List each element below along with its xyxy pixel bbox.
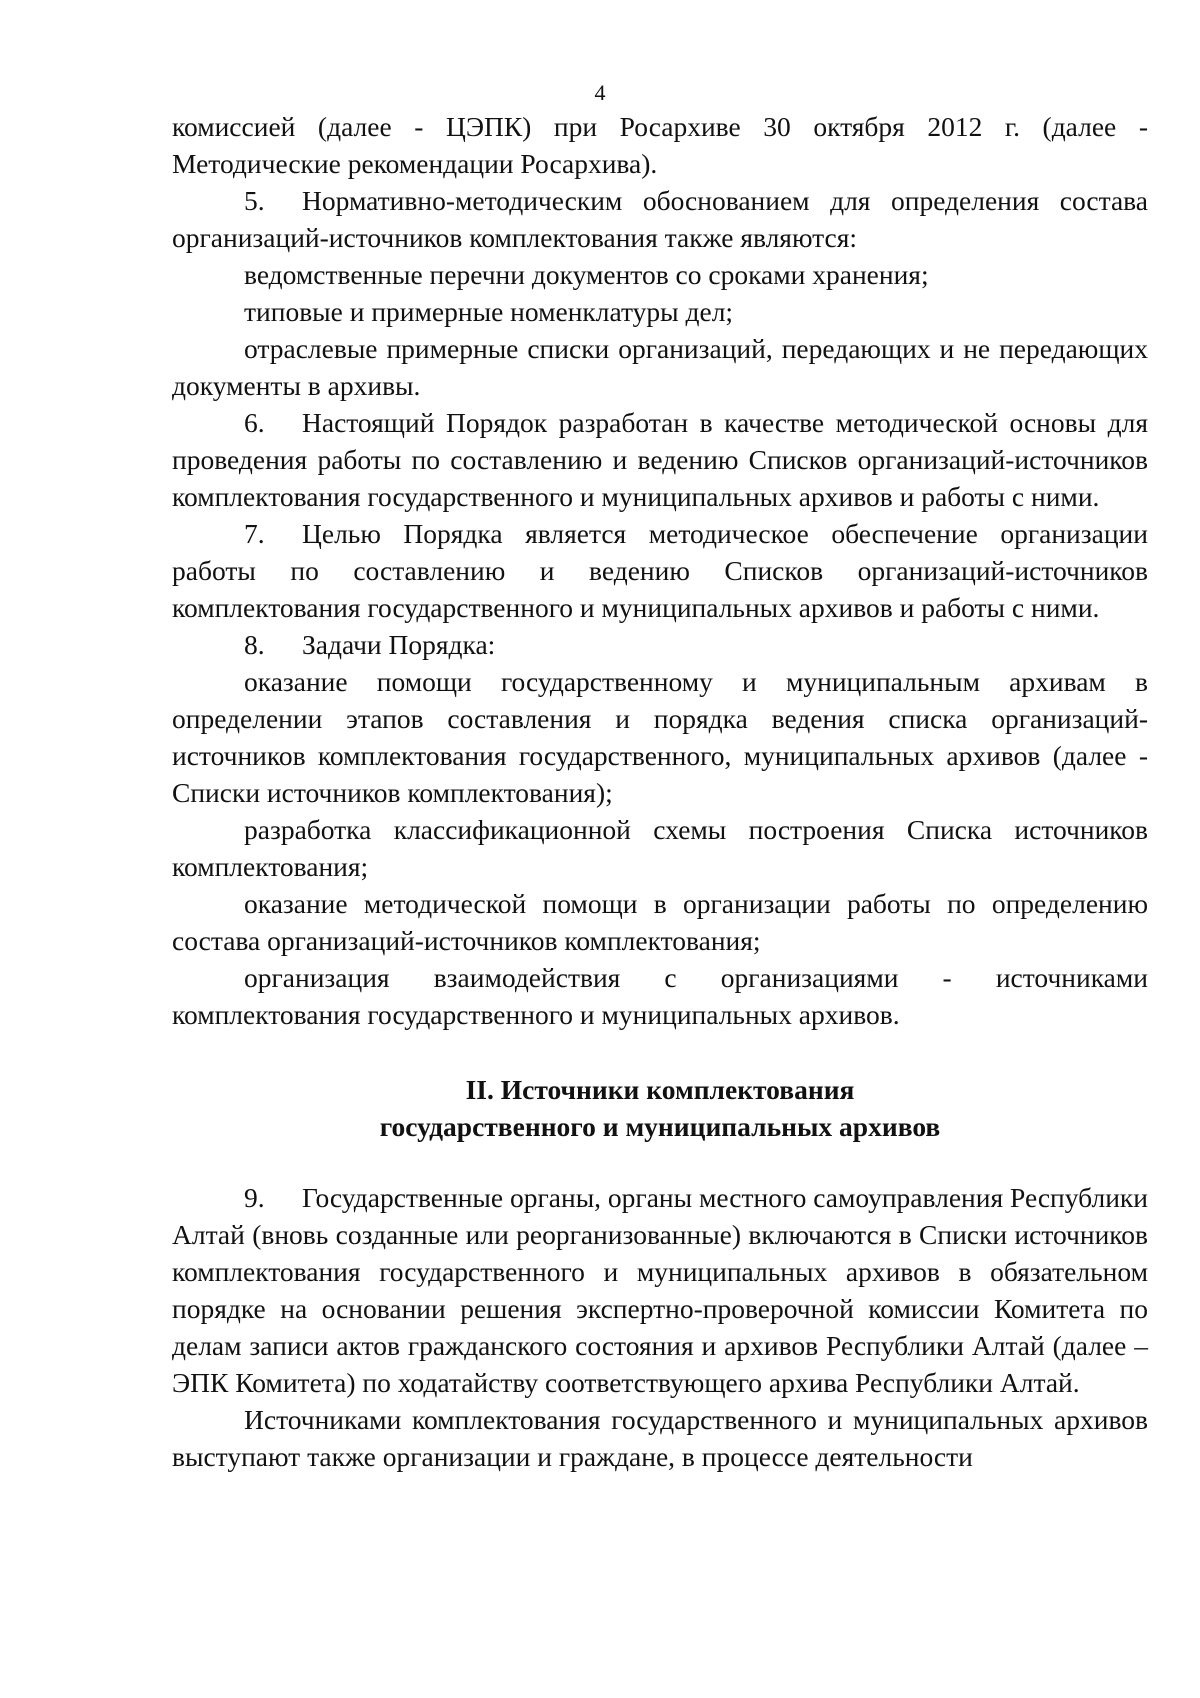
- section-heading-line-2: государственного и муниципальных архивов: [379, 1111, 941, 1142]
- paragraph: [172, 293, 1148, 330]
- paragraph-number: 6.: [244, 407, 265, 438]
- paragraph-text: комиссией (далее - ЦЭПК) при Росархиве 30 октября 2012 г. (далее - Методические рекомендации Росархива).: [172, 111, 1148, 179]
- paragraph-text: организация взаимодействия с организациями - источниками комплектования государственного и муниципальных архивов.: [172, 962, 1148, 1030]
- paragraph-text: Источниками комплектования государственного и муниципальных архивов выступают также организации и граждане, в процессе деятельности: [172, 1404, 1148, 1472]
- paragraph-text: разработка классификационной схемы построения Списка источников комплектования;: [172, 814, 1148, 882]
- paragraph: [172, 1179, 1148, 1401]
- paragraph-group-section-2: [172, 1179, 1148, 1475]
- paragraph: [172, 256, 1148, 293]
- paragraph-text: ведомственные перечни документов со сроками хранения;: [244, 259, 929, 290]
- section-heading-line-1: II. Источники комплектования: [465, 1074, 855, 1105]
- paragraph-text: отраслевые примерные списки организаций, передающих и не передающих документы в архивы.: [172, 333, 1148, 401]
- paragraph: [172, 404, 1148, 515]
- paragraph-number: 5.: [244, 185, 265, 216]
- section-heading: [172, 1071, 1148, 1145]
- paragraph-text: типовые и примерные номенклатуры дел;: [244, 296, 734, 327]
- paragraph: [172, 108, 1148, 182]
- page-number: 4: [594, 80, 606, 105]
- paragraph-text: Задачи Порядка:: [302, 629, 496, 660]
- paragraph-text: Нормативно-методическим обоснованием для определения состава организаций-источников комплектования также являются:: [172, 185, 1148, 253]
- paragraph-number: 9.: [244, 1182, 265, 1213]
- spacer: [172, 1145, 1148, 1179]
- paragraph-number: 8.: [244, 629, 265, 660]
- spacer: [172, 1033, 1148, 1071]
- paragraph: [172, 182, 1148, 256]
- paragraph-text: Настоящий Порядок разработан в качестве методической основы для проведения работы по составлению и ведению Списков организаций-источников комплектования государственного и муниципальных архивов и работы с ними.: [172, 407, 1148, 512]
- paragraph: [172, 626, 1148, 663]
- paragraph-text: оказание помощи государственному и муниципальным архивам в определении этапов составления и порядка ведения списка организаций-источников комплектования государственного, муниципальных архивов (далее - Списки источников комплектования);: [172, 666, 1148, 808]
- paragraph: [172, 663, 1148, 811]
- paragraph-number: 7.: [244, 518, 265, 549]
- paragraph-text: оказание методической помощи в организации работы по определению состава организаций-источников комплектования;: [172, 888, 1148, 956]
- paragraph: [172, 885, 1148, 959]
- paragraph: [172, 959, 1148, 1033]
- document-body: [172, 108, 1148, 1475]
- paragraph: [172, 515, 1148, 626]
- paragraph: [172, 330, 1148, 404]
- paragraph: [172, 1401, 1148, 1475]
- paragraph-group-intro: [172, 108, 1148, 1033]
- paragraph: [172, 811, 1148, 885]
- paragraph-text: Государственные органы, органы местного самоуправления Республики Алтай (вновь созданные или реорганизованные) включаются в Списки источников комплектования государственного и муниципальных архивов в обязательном порядке на основании решения экспертно-проверочной комиссии Комитета по делам записи актов гражданского состояния и архивов Республики Алтай (далее – ЭПК Комитета) по ходатайству соответствующего архива Республики Алтай.: [172, 1182, 1148, 1398]
- paragraph-text: Целью Порядка является методическое обеспечение организации работы по составлению и ведению Списков организаций-источников комплектования государственного и муниципальных архивов и работы с ними.: [172, 518, 1148, 623]
